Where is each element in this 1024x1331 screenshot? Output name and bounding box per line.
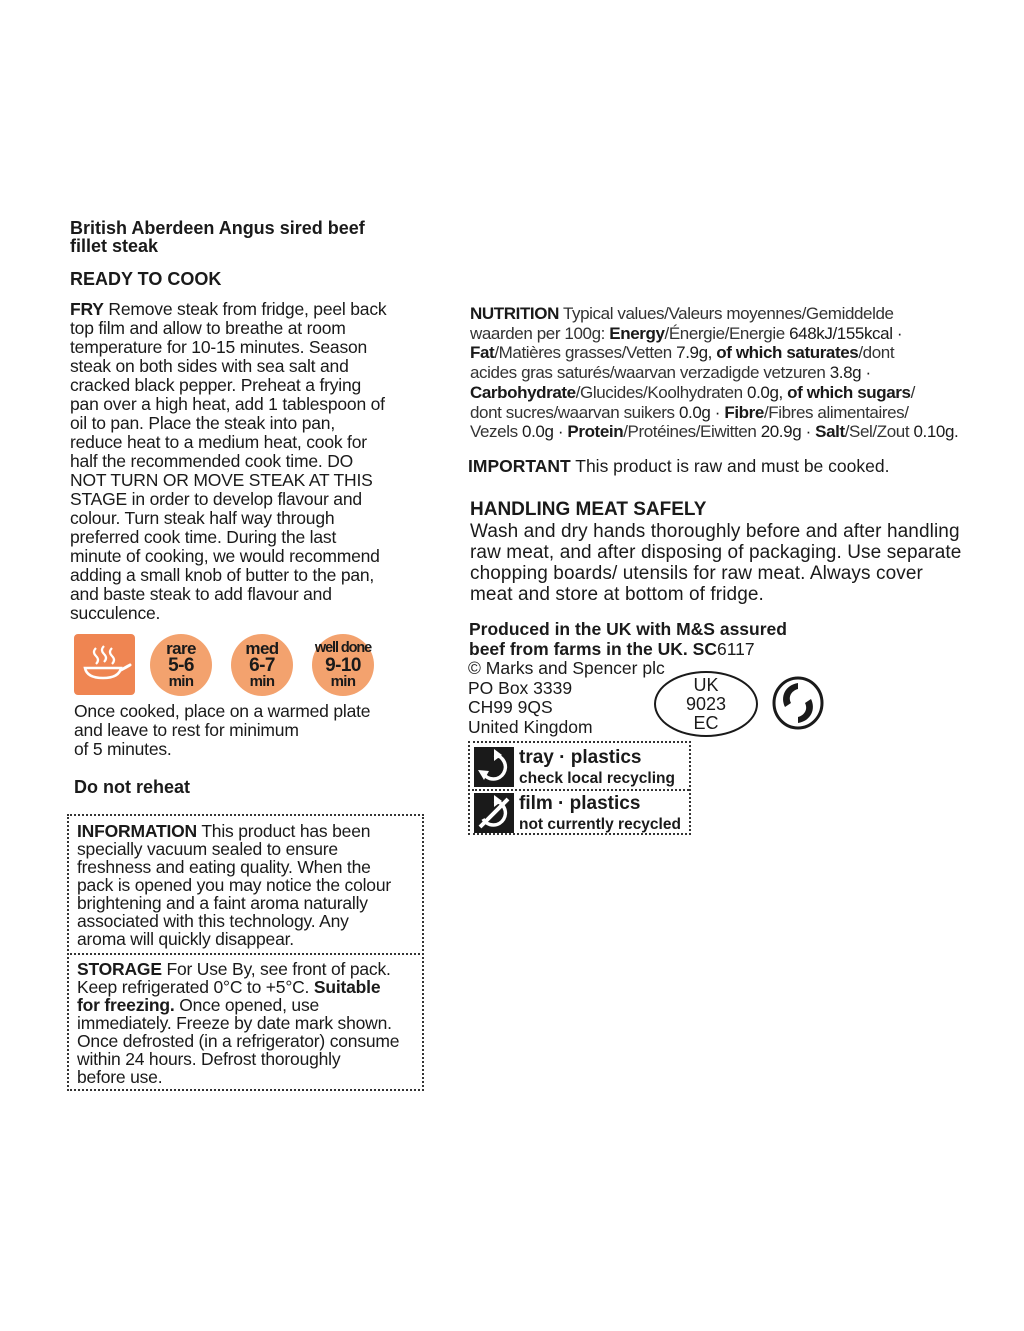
ready-to-cook-heading: READY TO COOK xyxy=(70,269,222,289)
nutrition-info: NUTRITION Typical values/Valeurs moyennes/Gemiddelde waarden per 100g: Energy/Énergie/Energie 648kJ/155kcal · Fat/Matières grasses/Vetten 7.9g, of which saturates/dont acides gras saturés/waarvan verzadigde vetzuren 3.8g · Carbohydrate/Glucides/Koolhydraten 0.0g, of which sugars/ dont sucres/waarvan suikers 0.0g · Fibre/Fibres alimentaires/ Vezels 0.0g · Protein/Protéines/Eiwitten 20.9g · Salt/Sel/Zout 0.10g. xyxy=(470,304,959,442)
rest-instructions: Once cooked, place on a warmed plate and leave to rest for minimum of 5 minutes. xyxy=(74,701,371,759)
storage-label: STORAGE xyxy=(77,959,162,979)
handling-heading: HANDLING MEAT SAFELY xyxy=(470,499,707,520)
recycle-arrows-icon xyxy=(474,747,514,787)
do-not-reheat: Do not reheat xyxy=(74,777,191,797)
nutrition-label: NUTRITION xyxy=(470,304,559,323)
handling-text: Wash and dry hands thoroughly before and after handling raw meat, and after disposing of packaging. Use separate chopping boards/ utensils for raw meat. Always cover meat and store at bottom of fridge. xyxy=(470,521,962,605)
frying-pan-icon xyxy=(74,634,135,695)
health-mark: UK 9023 EC xyxy=(654,671,758,737)
company-address: © Marks and Spencer plc PO Box 3339 CH99 9QS United Kingdom xyxy=(468,658,665,738)
doneness-medium: med 6-7 min xyxy=(231,634,293,696)
fry-instructions: FRY Remove steak from fridge, peel back top film and allow to breathe at room temperature for 10-15 minutes. Season steak on both sides with sea salt and cracked black pepper. Preheat a frying pan over a high heat, add 1 tablespoon of oil to pan. Place the steak into pan, reduce heat to a medium heat, cook for half the recommended cook time. DO NOT TURN OR MOVE STEAK AT THIS STAGE in order to develop flavour and colour. Turn steak half way through preferred cook time. During the last minute of cooking, we would recommend adding a small knob of butter to the pan, and baste steak to add flavour and succulence. xyxy=(70,299,387,623)
important-note: IMPORTANT This product is raw and must be cooked. xyxy=(468,456,890,476)
recycling-info: tray · plastics check local recycling film · plastics not currently recycled xyxy=(468,741,691,835)
green-dot-icon xyxy=(771,675,825,736)
fry-label: FRY xyxy=(70,299,104,319)
doneness-well-done: well done 9-10 min xyxy=(312,634,374,696)
information-label: INFORMATION xyxy=(77,821,197,841)
origin-statement: Produced in the UK with M&S assured beef from farms in the UK. SC6117 xyxy=(469,619,787,659)
information-box: INFORMATION This product has been specially vacuum sealed to ensure freshness and eating quality. When the pack is opened you may notice the colour brightening and a faint aroma naturally associated with this technology. Any aroma will quickly disappear. xyxy=(67,814,424,955)
product-title: British Aberdeen Angus sired beef fillet steak xyxy=(70,218,365,256)
not-recycled-icon xyxy=(474,793,514,833)
important-label: IMPORTANT xyxy=(468,456,571,476)
doneness-rare: rare 5-6 min xyxy=(150,634,212,696)
divider xyxy=(472,789,689,791)
storage-box: STORAGE For Use By, see front of pack. Keep refrigerated 0°C to +5°C. Suitable for freezing. Once opened, use immediately. Freeze by date mark shown. Once defrosted (in a refrigerator) consume within 24 hours. Defrost thoroughly before use. xyxy=(67,953,424,1091)
